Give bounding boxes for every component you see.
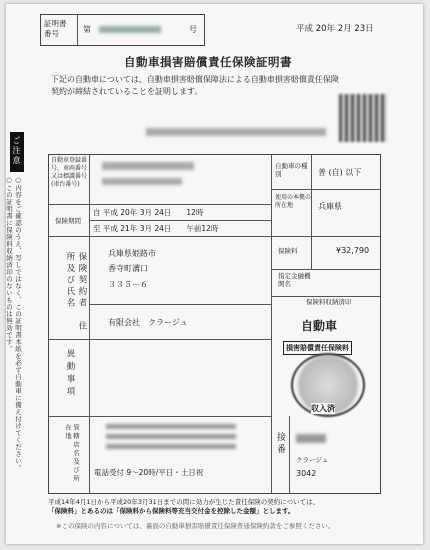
insured-name: 有限会社 クラージュ bbox=[108, 318, 188, 327]
vehicle-number-redacted bbox=[102, 162, 194, 170]
cert-number-prefix: 第 bbox=[83, 25, 91, 34]
stamp-top-text: 自動車 bbox=[301, 319, 338, 333]
stamp-middle-text: 損害賠償責任保険料 bbox=[283, 341, 352, 355]
intro-text: 下記の自動車については、自動車損害賠償保障法による自動車損害賠償責任保険契約が締結されていることを証明します。 bbox=[51, 75, 339, 96]
agent-phone: 電話受付 9～20時/平日・土日祝 bbox=[94, 468, 204, 477]
receipt-stamp bbox=[279, 309, 377, 419]
vehicle-type-label: 自動車の種別 bbox=[275, 162, 308, 178]
address-line3: ３３５－６ bbox=[108, 280, 148, 289]
address-line2: 香寺町溝口 bbox=[108, 264, 148, 273]
vehicle-type: 普 (自) 以下 bbox=[318, 168, 362, 177]
agent-info-redacted bbox=[106, 424, 236, 454]
serial-number-redacted bbox=[296, 434, 326, 443]
side-notice-title: ご注意 bbox=[10, 132, 24, 172]
period-from: 自 平成 20年 3月 24日 12時 bbox=[93, 208, 204, 217]
side-notice-line2: ○この証明書に保険料収納済印のないものは無効です。 bbox=[5, 176, 13, 353]
qr-code bbox=[339, 94, 387, 142]
receipt-stamp-label: 保険料収納済印 bbox=[306, 298, 352, 306]
serial-label: 接番 bbox=[275, 432, 285, 456]
issuer-redacted bbox=[146, 128, 326, 136]
document-title: 自動車損害賠償責任保険証明書 bbox=[124, 55, 292, 69]
vehicle-label: 自動車登録番号、車両番号又は標識番号(車台番号) bbox=[51, 157, 88, 188]
address-line1: 兵庫県姫路市 bbox=[108, 249, 156, 258]
agent-code: 3042 bbox=[296, 469, 317, 478]
agent-name: クラージュ bbox=[296, 456, 329, 464]
premium-amount: ¥32,790 bbox=[336, 246, 370, 255]
certificate-paper bbox=[6, 4, 423, 544]
designated-bank-label: 指定金融機関名 bbox=[278, 272, 311, 288]
location: 兵庫県 bbox=[318, 202, 342, 211]
location-label: 使用の本拠の所在地 bbox=[275, 194, 312, 209]
insured-label: 保険契約者 住所及び氏名 bbox=[65, 252, 87, 333]
footnote-line1: 平成14年4月1日から平成20年3月31日までの間に効力が生じた責任保険の契約については、 bbox=[48, 498, 320, 506]
period-label: 保険期間 bbox=[55, 217, 81, 225]
stamp-bottom-text: 収入済 bbox=[311, 404, 335, 413]
period-to: 至 平成 21年 3月 24日 午前12時 bbox=[93, 224, 219, 233]
side-notice-line1: ○内容をご確認のうえ、写しではなく、この証明書本紙を必ず自動車に備え付けてください。 bbox=[14, 176, 22, 472]
cert-number-redacted bbox=[99, 26, 161, 33]
agent-label: 管轄店名及び所在地 bbox=[64, 424, 80, 484]
cert-number-suffix: 号 bbox=[189, 25, 197, 34]
chassis-number-redacted bbox=[102, 178, 182, 185]
footnote-line3: ※この保険の内容については、裏面の自動車損害賠償責任保険普通保険約款をご参照ください。 bbox=[56, 522, 335, 530]
premium-label: 保険料 bbox=[278, 247, 298, 255]
changes-label: 異動事項 bbox=[65, 349, 75, 399]
issue-date: 平成 20年 2月 23日 bbox=[296, 24, 374, 34]
cert-number-label: 証明書 番号 bbox=[44, 19, 67, 38]
footnote-line2: 「保険料」とあるのは「保険料から保険料等充当交付金を控除した金額」とします。 bbox=[48, 507, 295, 515]
cert-number-box bbox=[40, 14, 205, 46]
